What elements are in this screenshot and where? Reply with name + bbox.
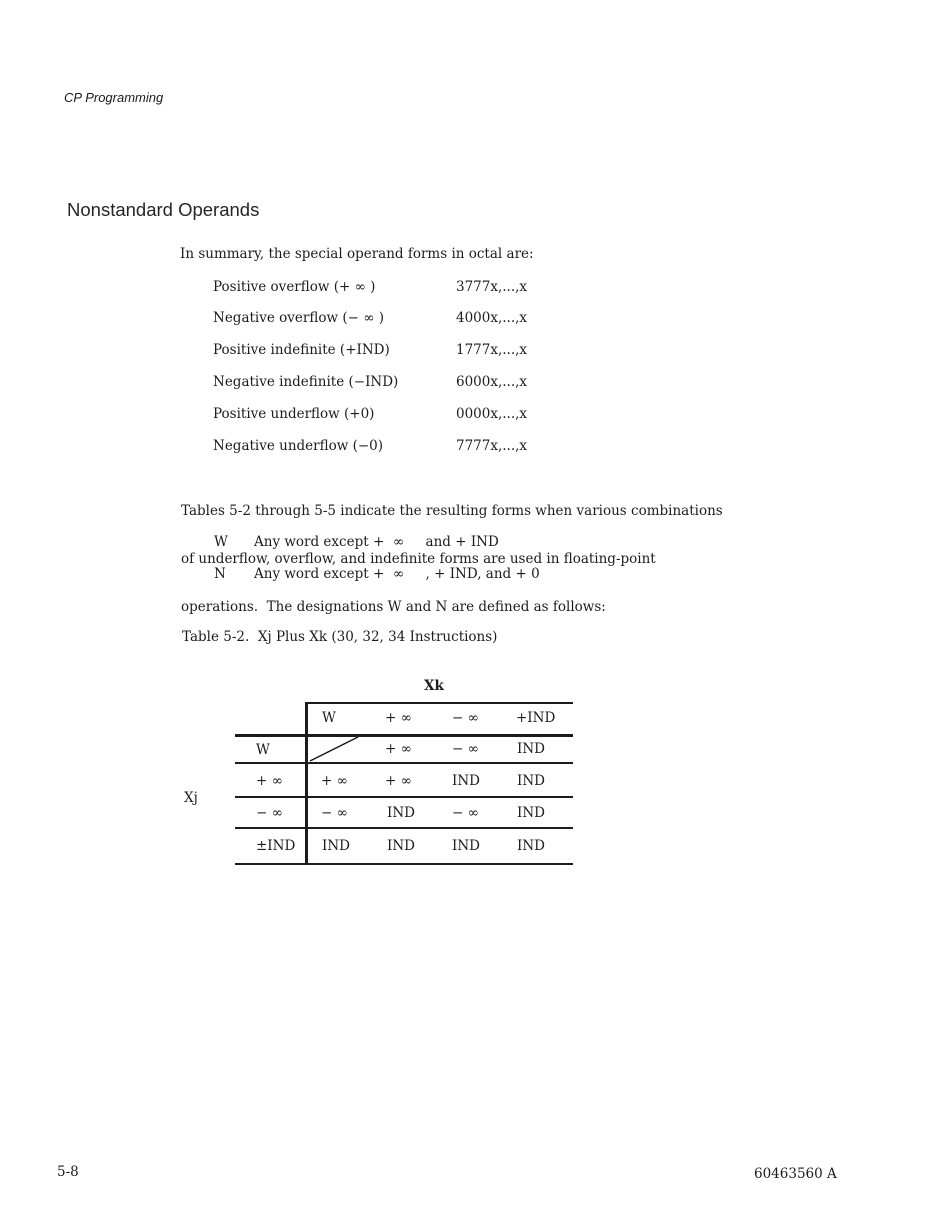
- operand-octal-value: 6000x,...,x: [456, 374, 528, 390]
- table-cell: IND: [387, 838, 415, 854]
- table-cell: − ∞: [321, 805, 348, 821]
- operand-octal-value: 4000x,...,x: [456, 310, 528, 326]
- definition-text: Any word except + ∞ and + IND: [254, 534, 499, 550]
- table-cell: IND: [452, 838, 480, 854]
- diagonal-slash-icon: [308, 735, 360, 763]
- table-cell: IND: [517, 741, 545, 757]
- row-axis-label: Xj: [184, 790, 198, 806]
- row-header-neg-inf: − ∞: [256, 805, 283, 821]
- paragraph-line: of underflow, overflow, and indefinite forms are used in floating-point: [181, 551, 656, 567]
- table-cell: IND: [517, 773, 545, 789]
- table-cell: − ∞: [452, 741, 479, 757]
- row-header-pm-ind: ±IND: [256, 838, 296, 854]
- table-divider: [305, 702, 308, 865]
- column-header-w: W: [322, 710, 336, 726]
- table-caption: Table 5-2. Xj Plus Xk (30, 32, 34 Instructions): [182, 629, 498, 645]
- row-header-pos-inf: + ∞: [256, 773, 283, 789]
- column-header-pos-inf: + ∞: [385, 710, 412, 726]
- definition-letter: N: [214, 566, 226, 582]
- table-rule: [235, 827, 573, 829]
- summary-intro: In summary, the special operand forms in octal are:: [180, 246, 534, 262]
- section-heading: Nonstandard Operands: [67, 199, 260, 220]
- operand-label: Negative indefinite (−IND): [213, 374, 399, 390]
- column-header-neg-inf: − ∞: [452, 710, 479, 726]
- table-rule: [235, 734, 573, 737]
- table-rule: [307, 702, 573, 704]
- table-rule: [235, 863, 573, 865]
- table-cell: + ∞: [385, 773, 412, 789]
- page-number: 5-8: [57, 1164, 79, 1180]
- operand-label: Positive underflow (+0): [213, 406, 375, 422]
- definition-text: Any word except + ∞ , + IND, and + 0: [254, 566, 540, 582]
- table-rule: [235, 762, 573, 764]
- definition-letter: W: [214, 534, 228, 550]
- tables-paragraph: [181, 471, 841, 631]
- table-cell: IND: [322, 838, 350, 854]
- column-axis-label: Xk: [424, 678, 444, 694]
- operand-label: Negative underflow (−0): [213, 438, 384, 454]
- table-cell: + ∞: [385, 741, 412, 757]
- operand-label: Positive indefinite (+IND): [213, 342, 390, 358]
- paragraph-line: Tables 5-2 through 5-5 indicate the resulting forms when various combinations: [181, 503, 723, 519]
- operand-octal-value: 0000x,...,x: [456, 406, 528, 422]
- table-rule: [235, 796, 573, 798]
- table-cell: − ∞: [452, 805, 479, 821]
- column-header-pos-ind: +IND: [516, 710, 556, 726]
- operand-octal-value: 3777x,...,x: [456, 279, 528, 295]
- table-cell: IND: [517, 805, 545, 821]
- table-cell: IND: [452, 773, 480, 789]
- operand-label: Negative overflow (− ∞ ): [213, 310, 384, 326]
- table-cell: + ∞: [321, 773, 348, 789]
- operand-octal-value: 1777x,...,x: [456, 342, 528, 358]
- operand-label: Positive overflow (+ ∞ ): [213, 279, 376, 295]
- row-header-w: W: [256, 742, 270, 758]
- table-cell: IND: [517, 838, 545, 854]
- running-header: CP Programming: [64, 90, 164, 105]
- operand-octal-value: 7777x,...,x: [456, 438, 528, 454]
- table-cell: IND: [387, 805, 415, 821]
- document-number: 60463560 A: [754, 1166, 837, 1182]
- paragraph-line: operations. The designations W and N are defined as follows:: [181, 599, 606, 615]
